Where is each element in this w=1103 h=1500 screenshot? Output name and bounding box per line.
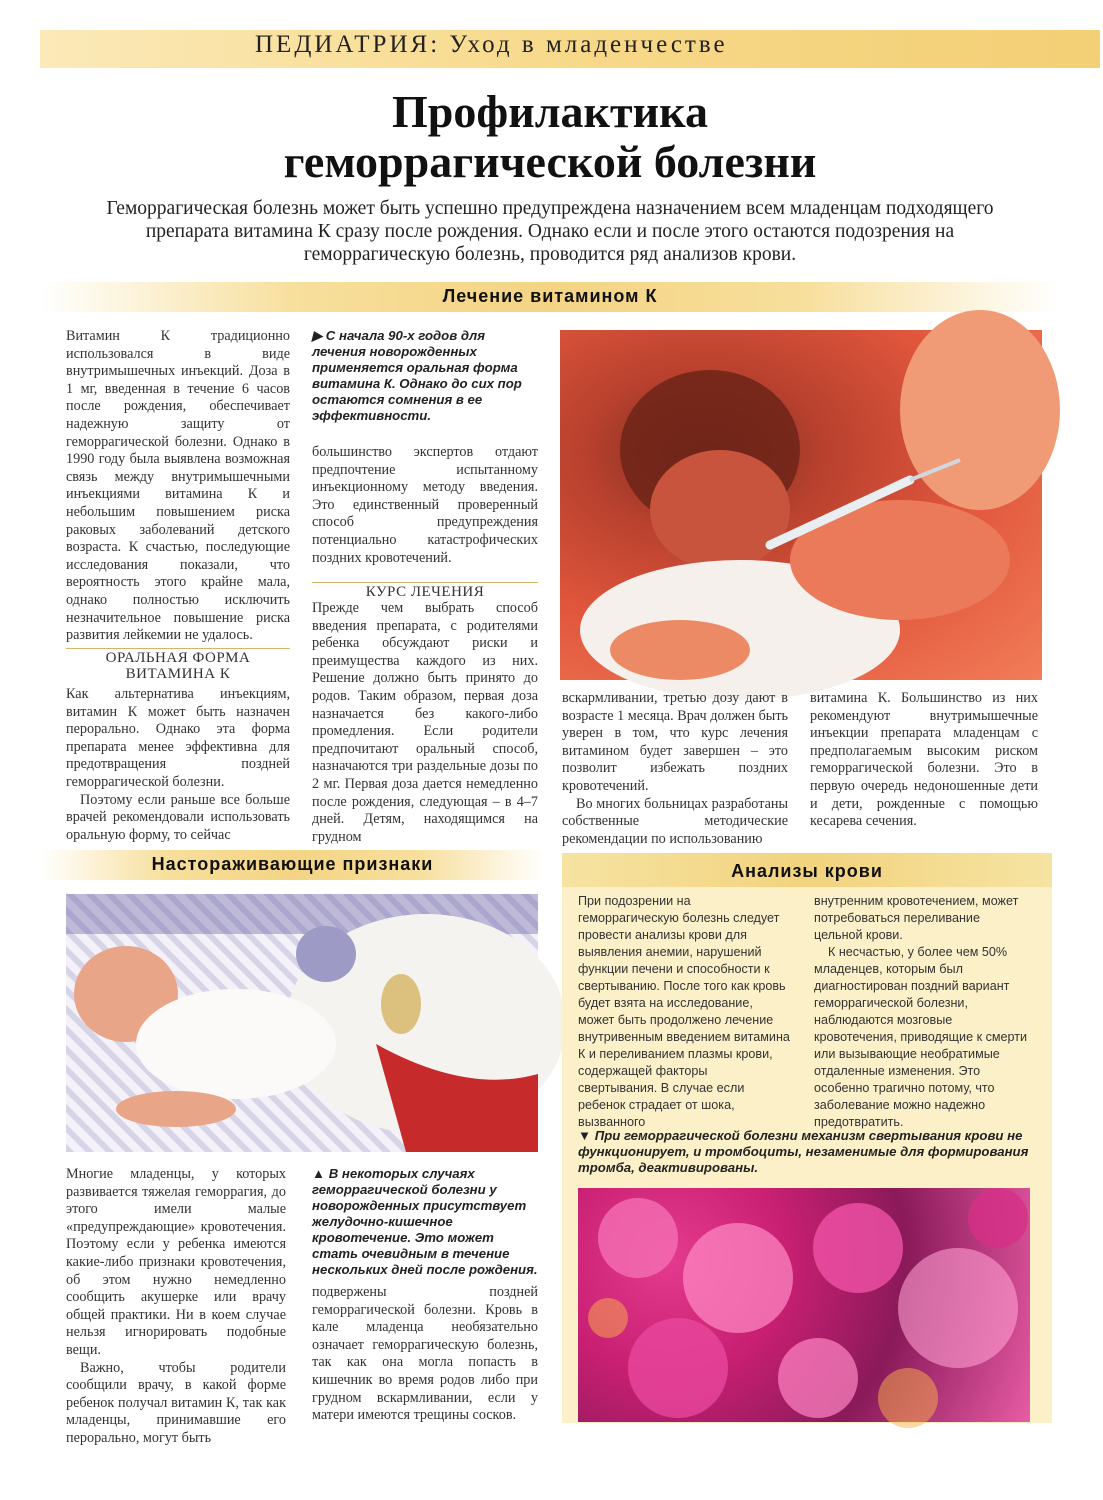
paragraph: Поэтому если раньше все больше врачей рекомендовали использовать оральную форму, то сейчас bbox=[66, 791, 290, 843]
photo-baby-blanket bbox=[66, 894, 538, 1152]
subhead-oral-form: ОРАЛЬНАЯ ФОРМА ВИТАМИНА К bbox=[66, 648, 290, 682]
paragraph: большинство экспертов отдают предпочтение испытанному инъекционному методу введения. Это единственный проверенный способ предупреждения потенциально катастрофических поздних кровотечений. bbox=[312, 444, 538, 566]
vitamin-k-column-2 bbox=[312, 444, 538, 570]
photo-baby-injection bbox=[560, 330, 1042, 680]
vitamin-k-column-1b bbox=[66, 686, 290, 843]
paragraph: Важно, чтобы родители сообщили врачу, в какой форме ребенок получал витамин К, так как младенцы, принимавшие его перорально, могут быть bbox=[66, 1359, 286, 1446]
paragraph: Многие младенцы, у которых развивается тяжелая геморрагия, до этого имели малые «предупреждающие» кровотечения. Поэтому если у ребенка имеются какие-либо признаки кровотечения, об этом нужно немедленно сообщить акушерке или врачу общей практики. Ни в коем случае нельзя игнорировать подобные вещи. bbox=[66, 1166, 286, 1358]
section-title-warning-signs: Настораживающие признаки bbox=[151, 854, 434, 874]
page-title-line1: Профилактика bbox=[392, 86, 708, 137]
paragraph: Во многих больницах разработаны собственные методические рекомендации по использованию bbox=[562, 795, 788, 847]
paragraph: витамина К. Большинство из них рекомендуют внутримышечные инъекции препарата младенцам с предполагаемым высоким риском геморрагической болезни. Это в первую очередь недоношенные дети и дети, рожденные с помощью кесарева сечения. bbox=[810, 690, 1038, 830]
section-label: ПЕДИАТРИЯ: Уход в младенчестве bbox=[255, 31, 728, 58]
warning-signs-column-1 bbox=[66, 1166, 286, 1446]
warning-signs-column-2 bbox=[312, 1284, 538, 1444]
vitamin-k-column-1 bbox=[66, 328, 290, 644]
section-title-vitamin-k: Лечение витамином К bbox=[442, 286, 658, 306]
vitamin-k-column-2b bbox=[312, 600, 538, 845]
baby-injection-illustration bbox=[560, 330, 1042, 680]
photo-platelets-micrograph bbox=[578, 1188, 1030, 1422]
paragraph: При подозрении на геморрагическую болезнь следует провести анализы крови для выявления анемии, нарушений функции печени и способности к свертыванию. После того как кровь будет взята на исследование, может быть продолжено лечение внутривенным введением витамина К и переливанием плазмы крови, содержащей факторы свертывания. В случае если ребенок страдает от шока, вызванного bbox=[578, 894, 790, 1129]
paragraph: внутренним кровотечением, может потребоваться переливание цельной крови. bbox=[814, 894, 1019, 942]
lead-paragraph: Геморрагическая болезнь может быть успешно предупреждена назначением всем младенцам подходящего препарата витамина К сразу после рождения. Однако если и после этого остаются подозрения на геморрагическую болезнь, проводится ряд анализов крови. bbox=[106, 198, 994, 265]
photo-caption-platelets: ▼ При геморрагической болезни механизм свертывания крови не функционирует, и тромбоциты, незаменимые для формирования тромба, деактивированы. bbox=[578, 1128, 1029, 1175]
section-title-blood-tests: Анализы крови bbox=[731, 861, 883, 881]
paragraph: К несчастью, у более чем 50% младенцев, которым был диагностирован поздний вариант геморрагической болезни, наблюдаются мозговые кровотечения, приводящие к смерти или вызывающие необратимые отдаленные изменения. Это особенно трагично потому, что заболевание можно надежно предотвратить. bbox=[814, 945, 1028, 1129]
photo-caption-injection: ▶ С начала 90-х годов для лечения новорожденных применяется оральная форма витамина К. Однако до сих пор остаются сомнения в ее эффективности. bbox=[312, 328, 522, 423]
paragraph: Витамин К традиционно использовался в виде внутримышечных инъекций. Доза в 1 мг, введенная в течение 6 часов после рождения, обеспечивает надежную защиту от геморрагической болезни. Однако в 1990 году была выявлена возможная связь между внутримышечными инъекциями витамина К и небольшим повышением риска раковых заболеваний детского возраста. К счастью, последующие исследования показали, что вероятность этого крайне мала, однако полностью исключить незначительное повышение риска развития лейкемии не удалось. bbox=[66, 328, 290, 644]
photo-caption-baby: ▲ В некоторых случаях геморрагической болезни у новорожденных присутствует желудочно-кишечное кровотечение. Это может стать очевидным в течение нескольких дней после рождения. bbox=[312, 1166, 538, 1277]
subhead-treatment-course: КУРС ЛЕЧЕНИЯ bbox=[312, 582, 538, 600]
baby-blanket-illustration bbox=[66, 894, 538, 1152]
page-title-line2: геморрагической болезни bbox=[283, 136, 817, 187]
blood-tests-column-2 bbox=[814, 893, 1028, 1129]
paragraph: Как альтернатива инъекциям, витамин К может быть назначен перорально. Однако эта форма препарата менее эффективна для предотвращения поздней геморрагической болезни. bbox=[66, 686, 290, 790]
vitamin-k-column-4 bbox=[810, 690, 1038, 840]
vitamin-k-column-3 bbox=[562, 690, 788, 847]
paragraph: Прежде чем выбрать способ введения препарата, с родителями ребенка обсуждают риски и преимущества каждого из них. Решение должно быть принято до родов. Таким образом, первая доза назначается без какого-либо промедления. Если родители предпочитают оральный способ, назначаются три раздельные дозы по 2 мг. Первая доза дается немедленно после рождения, следующая – в 4–7 дней. Детям, находящимся на грудном bbox=[312, 600, 538, 845]
blood-tests-column-1 bbox=[578, 893, 790, 1129]
platelets-illustration bbox=[578, 1188, 1030, 1422]
paragraph: вскармливании, третью дозу дают в возрасте 1 месяца. Врач должен быть уверен в том, что курс лечения витамином будет завершен – это позволит избежать поздних кровотечений. bbox=[562, 690, 788, 794]
paragraph: подвержены поздней геморрагической болезни. Кровь в кале младенца необязательно означает геморрагическую болезнь, так как она могла попасть в кишечник во время родов либо при грудном вскармливании, если у матери имеются трещины сосков. bbox=[312, 1284, 538, 1424]
